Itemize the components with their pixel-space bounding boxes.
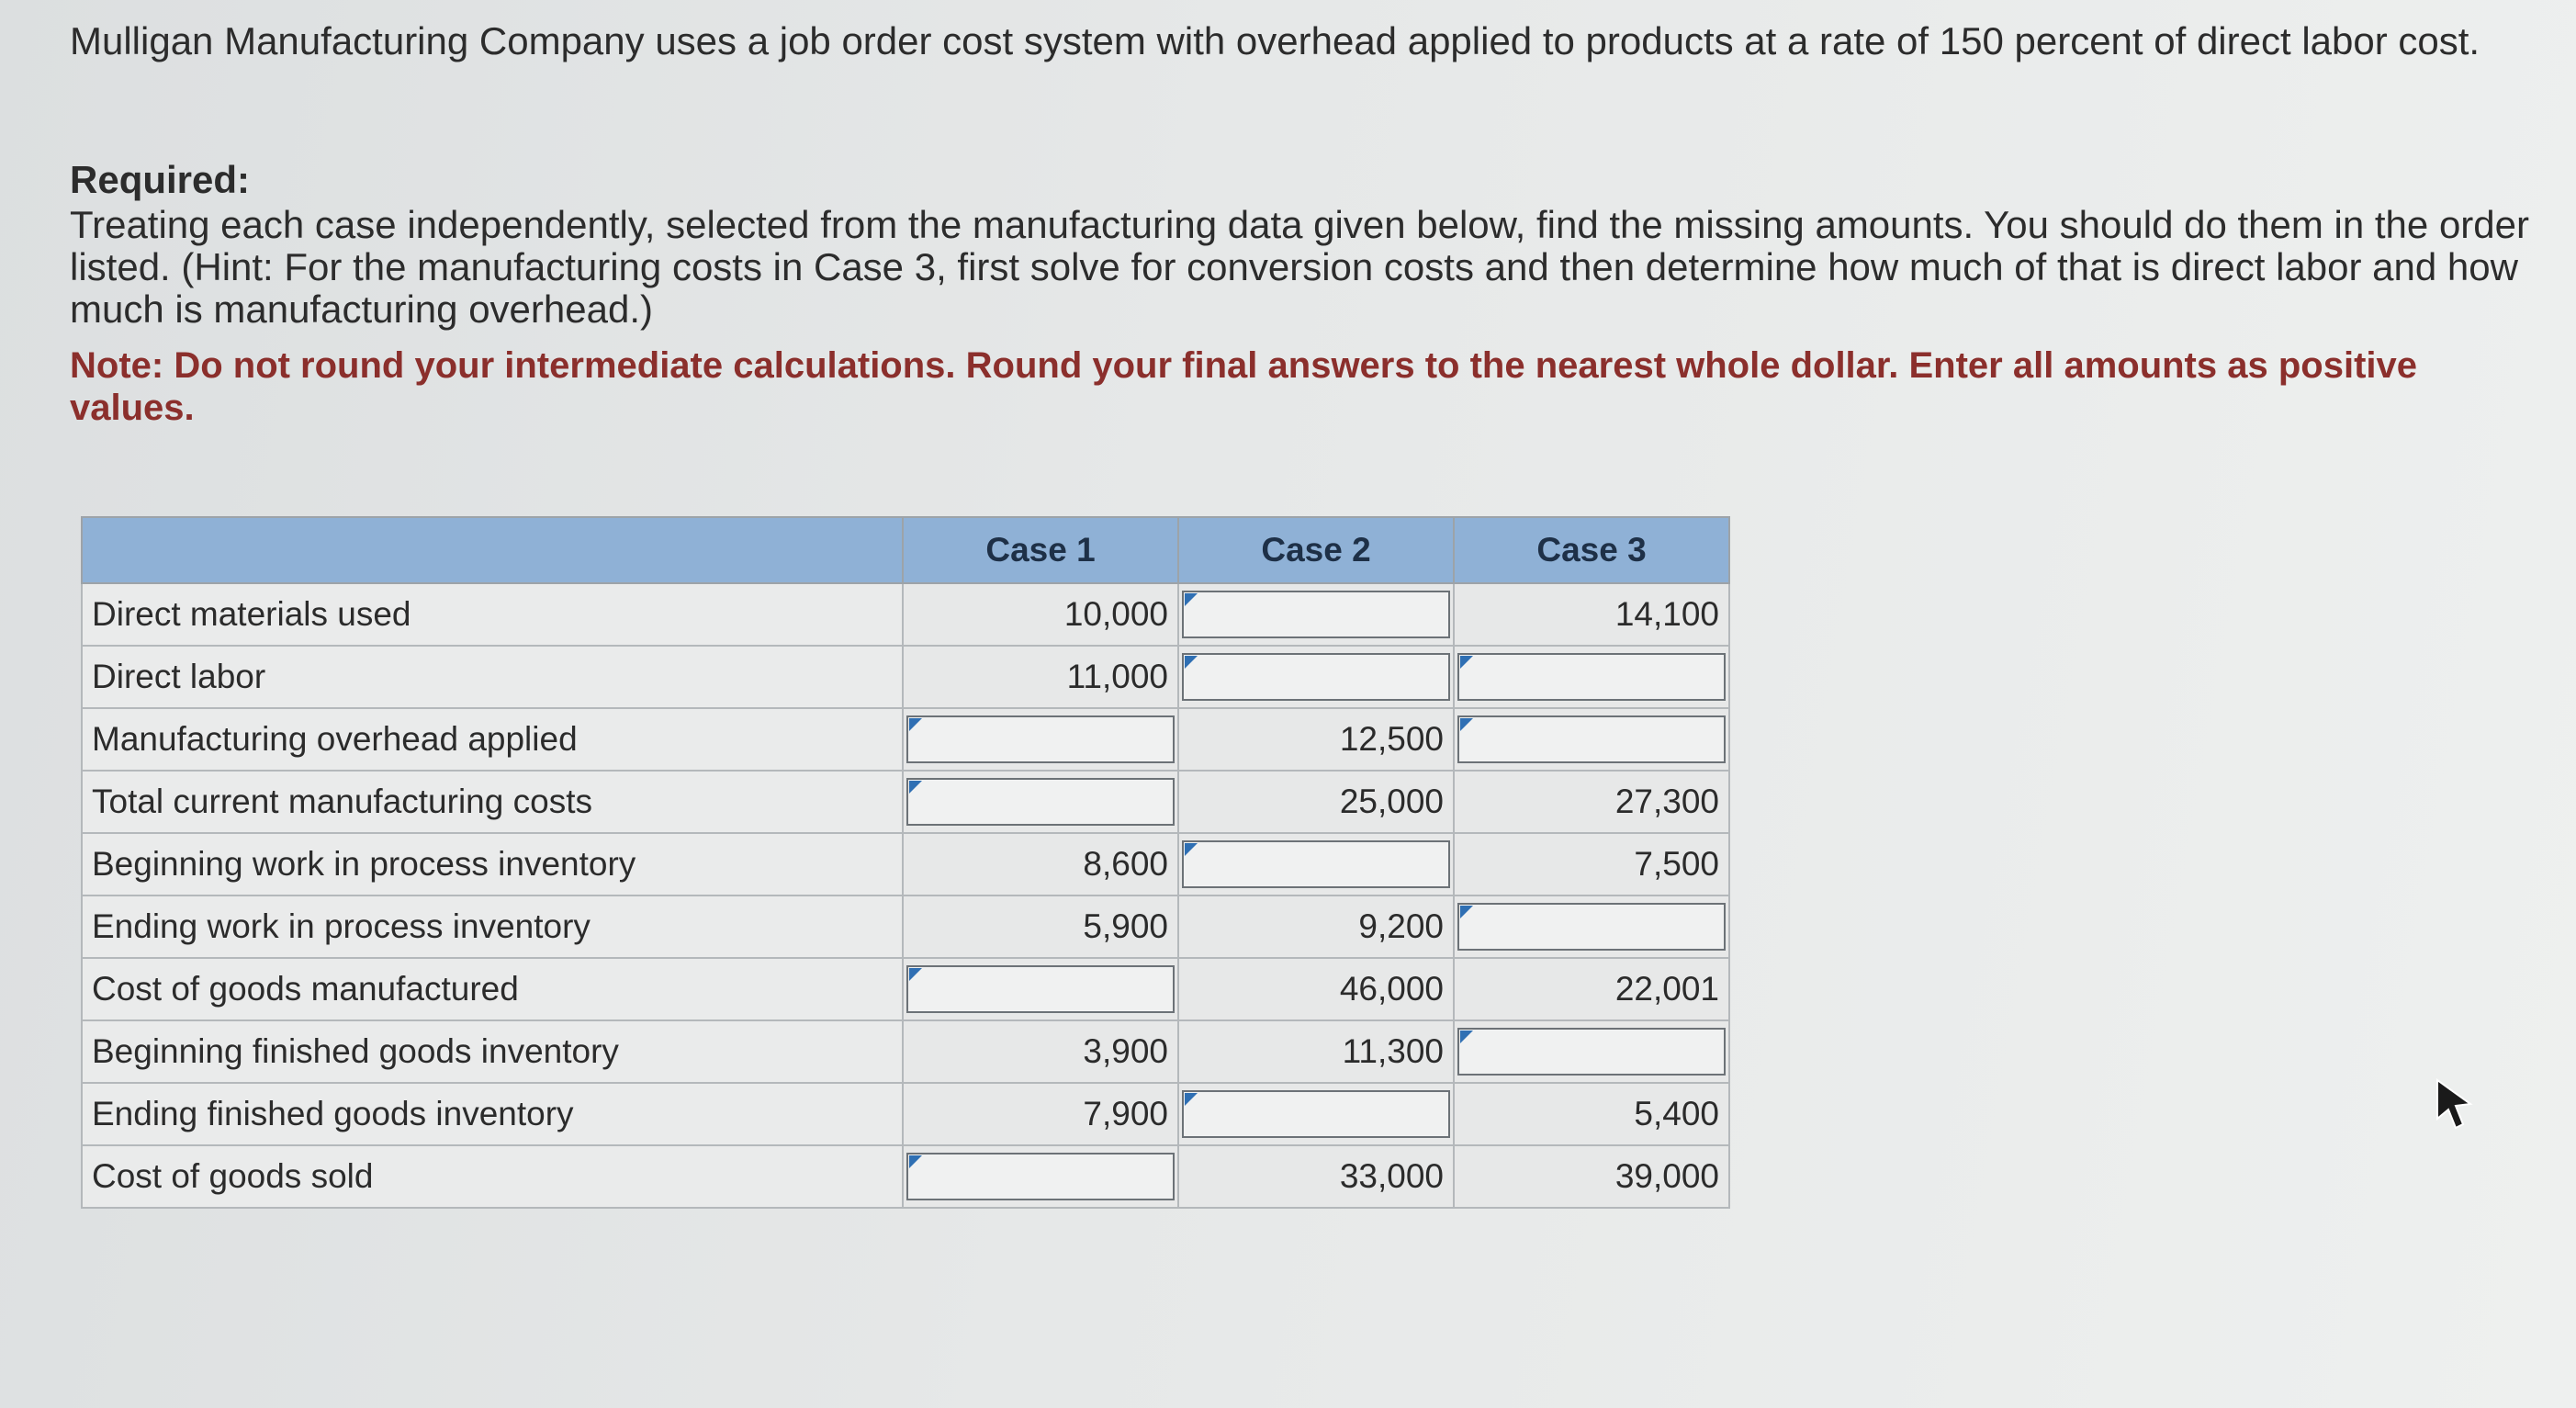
value-cell-case-1: 3,900 bbox=[903, 1020, 1178, 1083]
answer-cell-case-2 bbox=[1178, 833, 1454, 895]
answer-cell-case-1 bbox=[903, 708, 1178, 771]
table-row bbox=[82, 646, 1729, 708]
table-row bbox=[82, 833, 1729, 895]
answer-cell-case-3 bbox=[1454, 1020, 1729, 1083]
table-row bbox=[82, 583, 1729, 646]
value-cell-case-1: 8,600 bbox=[903, 833, 1178, 895]
value-cell-case-1: 11,000 bbox=[903, 646, 1178, 708]
answer-input-case-1[interactable] bbox=[906, 965, 1175, 1013]
row-label: Cost of goods manufactured bbox=[82, 958, 903, 1020]
header-case-1: Case 1 bbox=[903, 517, 1178, 583]
answer-input-case-1[interactable] bbox=[906, 1153, 1175, 1200]
answer-input-case-3[interactable] bbox=[1457, 715, 1726, 763]
answer-cell-case-3 bbox=[1454, 895, 1729, 958]
row-label: Beginning work in process inventory bbox=[82, 833, 903, 895]
header-case-3: Case 3 bbox=[1454, 517, 1729, 583]
value-cell-case-1: 10,000 bbox=[903, 583, 1178, 646]
row-label: Total current manufacturing costs bbox=[82, 771, 903, 833]
answer-cell-case-3 bbox=[1454, 646, 1729, 708]
input-marker-icon bbox=[1460, 656, 1473, 669]
answer-input-case-3[interactable] bbox=[1457, 903, 1726, 951]
value-cell-case-3: 22,001 bbox=[1454, 958, 1729, 1020]
row-label: Direct materials used bbox=[82, 583, 903, 646]
input-marker-icon bbox=[1460, 906, 1473, 918]
answer-input-case-3[interactable] bbox=[1457, 653, 1726, 701]
answer-cell-case-1 bbox=[903, 958, 1178, 1020]
row-label: Direct labor bbox=[82, 646, 903, 708]
rounding-note: Note: Do not round your intermediate calculations. Round your final answers to the nearest whole dollar. Enter all amounts as positive values. bbox=[70, 345, 2417, 428]
answer-input-case-2[interactable] bbox=[1182, 591, 1450, 638]
value-cell-case-1: 5,900 bbox=[903, 895, 1178, 958]
answer-input-case-1[interactable] bbox=[906, 778, 1175, 826]
table-row bbox=[82, 1020, 1729, 1083]
table-row bbox=[82, 1145, 1729, 1208]
table-row bbox=[82, 1083, 1729, 1145]
answer-cell-case-2 bbox=[1178, 646, 1454, 708]
row-label: Beginning finished goods inventory bbox=[82, 1020, 903, 1083]
answer-cell-case-2 bbox=[1178, 1083, 1454, 1145]
answer-input-case-2[interactable] bbox=[1182, 840, 1450, 888]
value-cell-case-3: 14,100 bbox=[1454, 583, 1729, 646]
table-body bbox=[82, 583, 1729, 1208]
mouse-pointer-icon bbox=[2432, 1076, 2476, 1132]
input-marker-icon bbox=[909, 781, 922, 794]
table-row bbox=[82, 895, 1729, 958]
answer-input-case-2[interactable] bbox=[1182, 1090, 1450, 1138]
input-marker-icon bbox=[1185, 656, 1198, 669]
problem-intro: Mulligan Manufacturing Company uses a job order cost system with overhead applied to products at a rate of 150 percent of direct labor cost. bbox=[70, 19, 2480, 62]
value-cell-case-3: 27,300 bbox=[1454, 771, 1729, 833]
input-marker-icon bbox=[1185, 843, 1198, 856]
row-label: Ending work in process inventory bbox=[82, 895, 903, 958]
input-marker-icon bbox=[1460, 718, 1473, 731]
answer-cell-case-1 bbox=[903, 1145, 1178, 1208]
value-cell-case-2: 46,000 bbox=[1178, 958, 1454, 1020]
value-cell-case-3: 5,400 bbox=[1454, 1083, 1729, 1145]
required-instructions: Treating each case independently, selected from the manufacturing data given below, find the missing amounts. You should do them in the order listed. (Hint: For the manufacturing costs in Case 3, first solve for conversion costs and then determine how much of that is direct labor and how much is manufacturing overhead.) bbox=[70, 203, 2529, 331]
answer-cell-case-3 bbox=[1454, 708, 1729, 771]
value-cell-case-1: 7,900 bbox=[903, 1083, 1178, 1145]
answer-cell-case-2 bbox=[1178, 583, 1454, 646]
required-heading: Required: bbox=[70, 158, 251, 201]
answer-input-case-1[interactable] bbox=[906, 715, 1175, 763]
value-cell-case-2: 12,500 bbox=[1178, 708, 1454, 771]
table-row bbox=[82, 708, 1729, 771]
header-label-column bbox=[82, 517, 903, 583]
value-cell-case-3: 7,500 bbox=[1454, 833, 1729, 895]
answer-input-case-2[interactable] bbox=[1182, 653, 1450, 701]
value-cell-case-3: 39,000 bbox=[1454, 1145, 1729, 1208]
table-row bbox=[82, 771, 1729, 833]
cost-data-table bbox=[81, 516, 1730, 1209]
input-marker-icon bbox=[909, 1155, 922, 1168]
row-label: Manufacturing overhead applied bbox=[82, 708, 903, 771]
value-cell-case-2: 33,000 bbox=[1178, 1145, 1454, 1208]
table-header-row bbox=[82, 517, 1729, 583]
header-case-2: Case 2 bbox=[1178, 517, 1454, 583]
row-label: Cost of goods sold bbox=[82, 1145, 903, 1208]
input-marker-icon bbox=[909, 718, 922, 731]
answer-input-case-3[interactable] bbox=[1457, 1028, 1726, 1076]
input-marker-icon bbox=[1460, 1031, 1473, 1043]
answer-cell-case-1 bbox=[903, 771, 1178, 833]
value-cell-case-2: 25,000 bbox=[1178, 771, 1454, 833]
table-row bbox=[82, 958, 1729, 1020]
input-marker-icon bbox=[909, 968, 922, 981]
row-label: Ending finished goods inventory bbox=[82, 1083, 903, 1145]
value-cell-case-2: 9,200 bbox=[1178, 895, 1454, 958]
input-marker-icon bbox=[1185, 1093, 1198, 1106]
input-marker-icon bbox=[1185, 593, 1198, 606]
value-cell-case-2: 11,300 bbox=[1178, 1020, 1454, 1083]
